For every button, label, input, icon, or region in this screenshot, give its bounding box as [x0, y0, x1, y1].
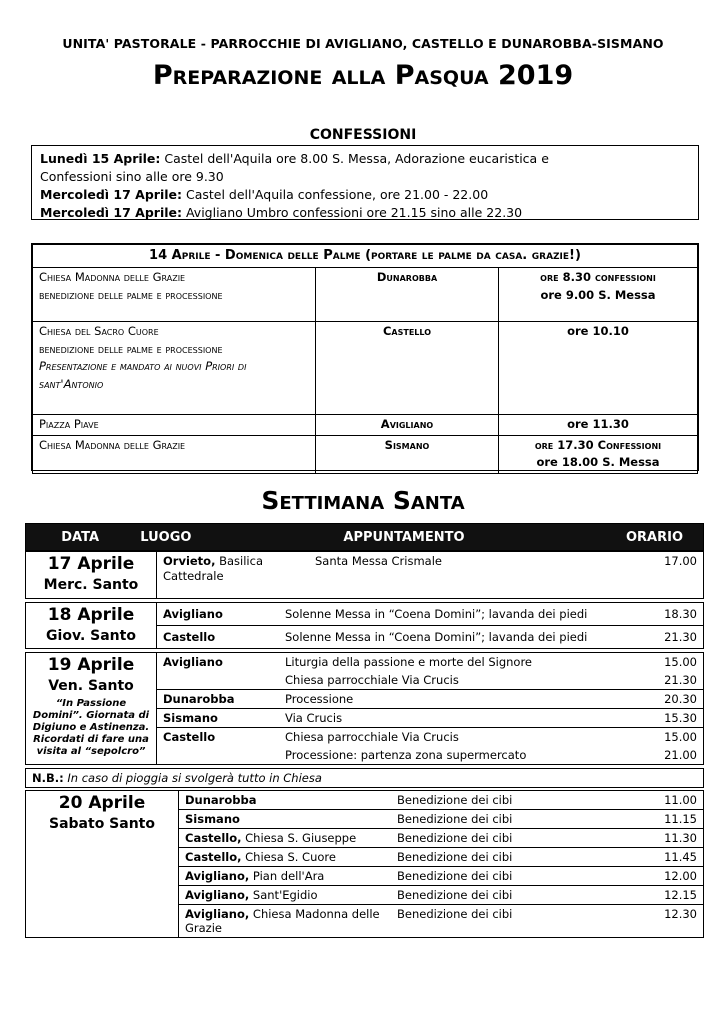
- palm-place-cell: Piazza Piave: [33, 415, 316, 436]
- confessioni-title: CONFESSIONI: [309, 127, 417, 143]
- palm-time-cell: ore 17.30 Confessioni ore 18.00 S. Messa: [499, 435, 698, 473]
- palm-town-cell: Sismano: [316, 435, 499, 473]
- day-block-18: [25, 602, 704, 649]
- event-cell: Solenne Messa in “Coena Domini”; lavanda dei piedi: [285, 630, 588, 644]
- event-cell: Via Crucis: [279, 709, 631, 728]
- time-cell: 21.00: [664, 748, 697, 762]
- day-block-19: [25, 652, 704, 765]
- date-cell: 17 Aprile Merc. Santo: [26, 552, 157, 599]
- confessioni-line: Lunedì 15 Aprile: Castel dell'Aquila ore 8.00 S. Messa, Adorazione eucaristica e: [40, 151, 549, 166]
- col-luogo: LUOGO: [134, 524, 337, 551]
- palm-time-cell: ore 10.10: [499, 322, 698, 415]
- event-cell: Chiesa parrocchiale Via Crucis: [279, 671, 631, 690]
- event-cell: Liturgia della passione e morte del Signore: [285, 655, 533, 669]
- place-cell: Avigliano, Chiesa Madonna delle Grazie: [185, 907, 380, 935]
- time-cell: 21.30: [664, 630, 697, 644]
- place-cell: Avigliano, Sant'Egidio: [179, 886, 392, 905]
- palm-town-cell: Avigliano: [316, 415, 499, 436]
- time-cell: 12.00: [631, 867, 704, 886]
- time-cell: 20.30: [631, 690, 704, 709]
- col-appuntamento: APPUNTAMENTO: [337, 524, 620, 551]
- place-cell: Castello, Chiesa S. Cuore: [179, 848, 392, 867]
- place-cell: Avigliano: [163, 655, 223, 669]
- settimana-santa-table: [25, 523, 704, 938]
- time-cell: 17.00: [664, 554, 697, 568]
- settimana-santa-title: Settimana Santa: [261, 486, 465, 515]
- event-cell: Benedizione dei cibi: [391, 829, 631, 848]
- place-cell: Dunarobba: [179, 791, 392, 810]
- palm-time-cell: ore 11.30: [499, 415, 698, 436]
- palm-place-cell: Chiesa del Sacro Cuore benedizione delle palme e processione Presentazione e mandato ai nuovi Priori di sant'Antonio: [33, 322, 316, 415]
- event-cell: Processione: [279, 690, 631, 709]
- date-cell: 20 Aprile Sabato Santo: [26, 791, 179, 938]
- event-cell: Santa Messa Crismale: [315, 554, 442, 568]
- confessioni-box: [31, 145, 699, 220]
- time-cell: 15.00: [664, 730, 697, 744]
- confessioni-line: Mercoledì 17 Aprile: Castel dell'Aquila confessione, ore 21.00 - 22.00: [40, 187, 489, 202]
- time-cell: 18.30: [631, 603, 704, 626]
- settimana-header-row: [25, 523, 704, 551]
- day-block-20: [25, 790, 704, 938]
- place-cell: Orvieto, Basilica Cattedrale: [163, 554, 263, 583]
- page-title: Preparazione alla Pasqua 2019: [152, 60, 574, 91]
- event-cell: Benedizione dei cibi: [391, 810, 631, 829]
- date-cell: 18 Aprile Giov. Santo: [26, 603, 157, 649]
- date-cell: 19 Aprile Ven. Santo “In Passione Domini”. Giornata di Digiuno e Astinenza. Ricordati di fare una visita al “sepolcro”: [26, 653, 157, 765]
- event-cell: Chiesa parrocchiale Via Crucis: [285, 730, 459, 744]
- palm-town-cell: Castello: [316, 322, 499, 415]
- time-cell: 11.30: [631, 829, 704, 848]
- place-cell: [157, 671, 280, 690]
- palm-place-cell: Chiesa Madonna delle Grazie benedizione delle palme e processione: [33, 268, 316, 322]
- place-cell: Avigliano: [157, 603, 280, 626]
- time-cell: 11.00: [631, 791, 704, 810]
- event-cell: Processione: partenza zona supermercato: [285, 748, 527, 762]
- event-cell: Benedizione dei cibi: [391, 886, 631, 905]
- event-cell: Benedizione dei cibi: [397, 907, 513, 921]
- time-cell: 11.45: [631, 848, 704, 867]
- day-block-17: [25, 551, 704, 599]
- place-cell: Castello, Chiesa S. Giuseppe: [179, 829, 392, 848]
- place-cell: Sismano: [157, 709, 280, 728]
- event-cell: Benedizione dei cibi: [391, 848, 631, 867]
- palm-place-cell: Chiesa Madonna delle Grazie: [33, 435, 316, 473]
- place-cell: Avigliano, Pian dell'Ara: [179, 867, 392, 886]
- place-cell: [157, 746, 280, 765]
- col-orario: ORARIO: [620, 524, 704, 551]
- pastoral-unit-heading: UNITA' PASTORALE - PARROCCHIE DI AVIGLIANO, CASTELLO E DUNAROBBA-SISMANO: [62, 36, 664, 51]
- time-cell: 12.30: [664, 907, 697, 921]
- time-cell: 12.15: [631, 886, 704, 905]
- place-cell: Sismano: [179, 810, 392, 829]
- rain-note: N.B.: In caso di pioggia si svolgerà tutto in Chiesa: [25, 768, 704, 788]
- event-cell: Benedizione dei cibi: [391, 791, 631, 810]
- time-cell: 15.00: [664, 655, 697, 669]
- place-cell: Castello: [163, 730, 216, 744]
- col-data: DATA: [26, 524, 135, 551]
- palm-time-cell: ore 8.30 confessioni ore 9.00 S. Messa: [499, 268, 698, 322]
- time-cell: 11.15: [631, 810, 704, 829]
- palm-sunday-header: 14 Aprile - Domenica delle Palme (portare le palme da casa. grazie!): [33, 245, 698, 268]
- place-cell: Dunarobba: [157, 690, 280, 709]
- event-cell: Benedizione dei cibi: [391, 867, 631, 886]
- palm-town-cell: Dunarobba: [316, 268, 499, 322]
- time-cell: 21.30: [631, 671, 704, 690]
- place-cell: Castello: [163, 630, 216, 644]
- palm-sunday-table: [31, 243, 699, 471]
- confessioni-line: Mercoledì 17 Aprile: Avigliano Umbro confessioni ore 21.15 sino alle 22.30: [40, 205, 523, 220]
- event-cell: Solenne Messa in “Coena Domini”; lavanda dei piedi: [279, 603, 631, 626]
- confessioni-line: Confessioni sino alle ore 9.30: [40, 169, 224, 184]
- time-cell: 15.30: [631, 709, 704, 728]
